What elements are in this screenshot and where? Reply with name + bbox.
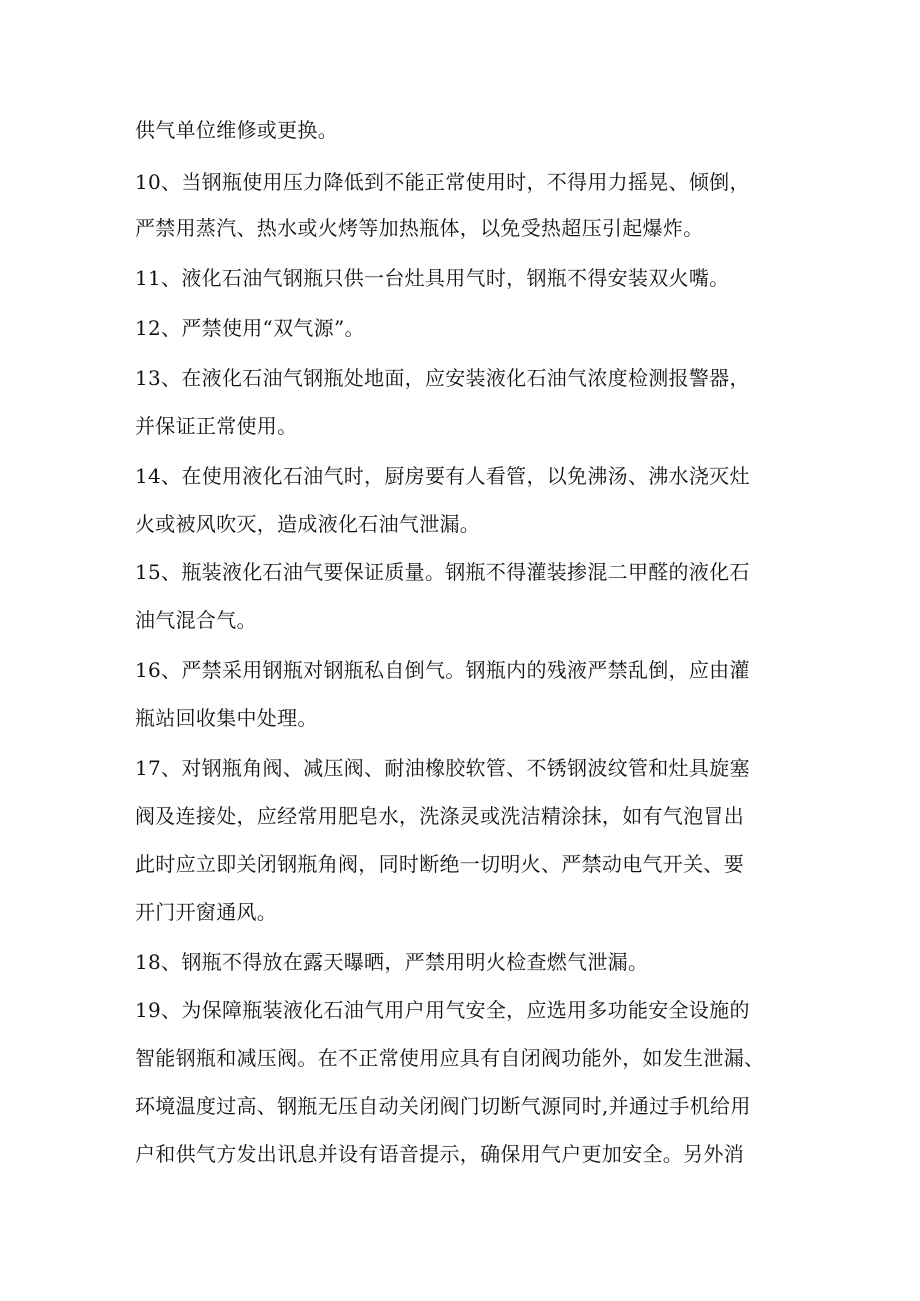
text-line: 严禁用蒸汽、热水或火烤等加热瓶体，以免受热超压引起爆炸。 xyxy=(135,216,704,240)
text-line: 并保证正常使用。 xyxy=(135,414,298,438)
text-line: 环境温度过高、钢瓶无压自动关闭阀门切断气源同时,并通过手机给用 xyxy=(135,1094,751,1118)
text-line: 智能钢瓶和减压阀。在不正常使用应具有自闭阀功能外，如发生泄漏、 xyxy=(135,1046,765,1070)
text-line: 14、在使用液化石油气时，厨房要有人看管，以免沸汤、沸水浇灭灶 xyxy=(135,464,750,488)
text-line: 油气混合气。 xyxy=(135,608,257,632)
text-line: 16、严禁采用钢瓶对钢瓶私自倒气。钢瓶内的残液严禁乱倒，应由灌 xyxy=(135,658,750,682)
text-line: 18、钢瓶不得放在露天曝晒，严禁用明火检查燃气泄漏。 xyxy=(135,950,649,974)
text-line: 11、液化石油气钢瓶只供一台灶具用气时，钢瓶不得安装双火嘴。 xyxy=(135,266,730,290)
text-line: 13、在液化石油气钢瓶处地面，应安装液化石油气浓度检测报警器， xyxy=(135,366,750,390)
text-line: 火或被风吹灭，造成液化石油气泄漏。 xyxy=(135,512,481,536)
text-line: 阀及连接处，应经常用肥皂水，洗涤灵或洗洁精涂抹，如有气泡冒出 xyxy=(135,804,744,828)
text-line: 户和供气方发出讯息并设有语音提示，确保用气户更加安全。另外消 xyxy=(135,1142,744,1166)
text-line: 19、为保障瓶装液化石油气用户用气安全，应选用多功能安全设施的 xyxy=(135,998,750,1022)
text-line: 此时应立即关闭钢瓶角阀，同时断绝一切明火、严禁动电气开关、要 xyxy=(135,852,744,876)
text-line: 10、当钢瓶使用压力降低到不能正常使用时，不得用力摇晃、倾倒， xyxy=(135,170,750,194)
text-line: 供气单位维修或更换。 xyxy=(135,118,338,142)
text-line: 瓶站回收集中处理。 xyxy=(135,706,318,730)
text-line: 开门开窗通风。 xyxy=(135,900,278,924)
text-line: 17、对钢瓶角阀、减压阀、耐油橡胶软管、不锈钢波纹管和灶具旋塞 xyxy=(135,756,750,780)
text-line: 15、瓶装液化石油气要保证质量。钢瓶不得灌装掺混二甲醛的液化石 xyxy=(135,560,750,584)
text-line: 12、严禁使用“双气源”。 xyxy=(135,316,365,340)
